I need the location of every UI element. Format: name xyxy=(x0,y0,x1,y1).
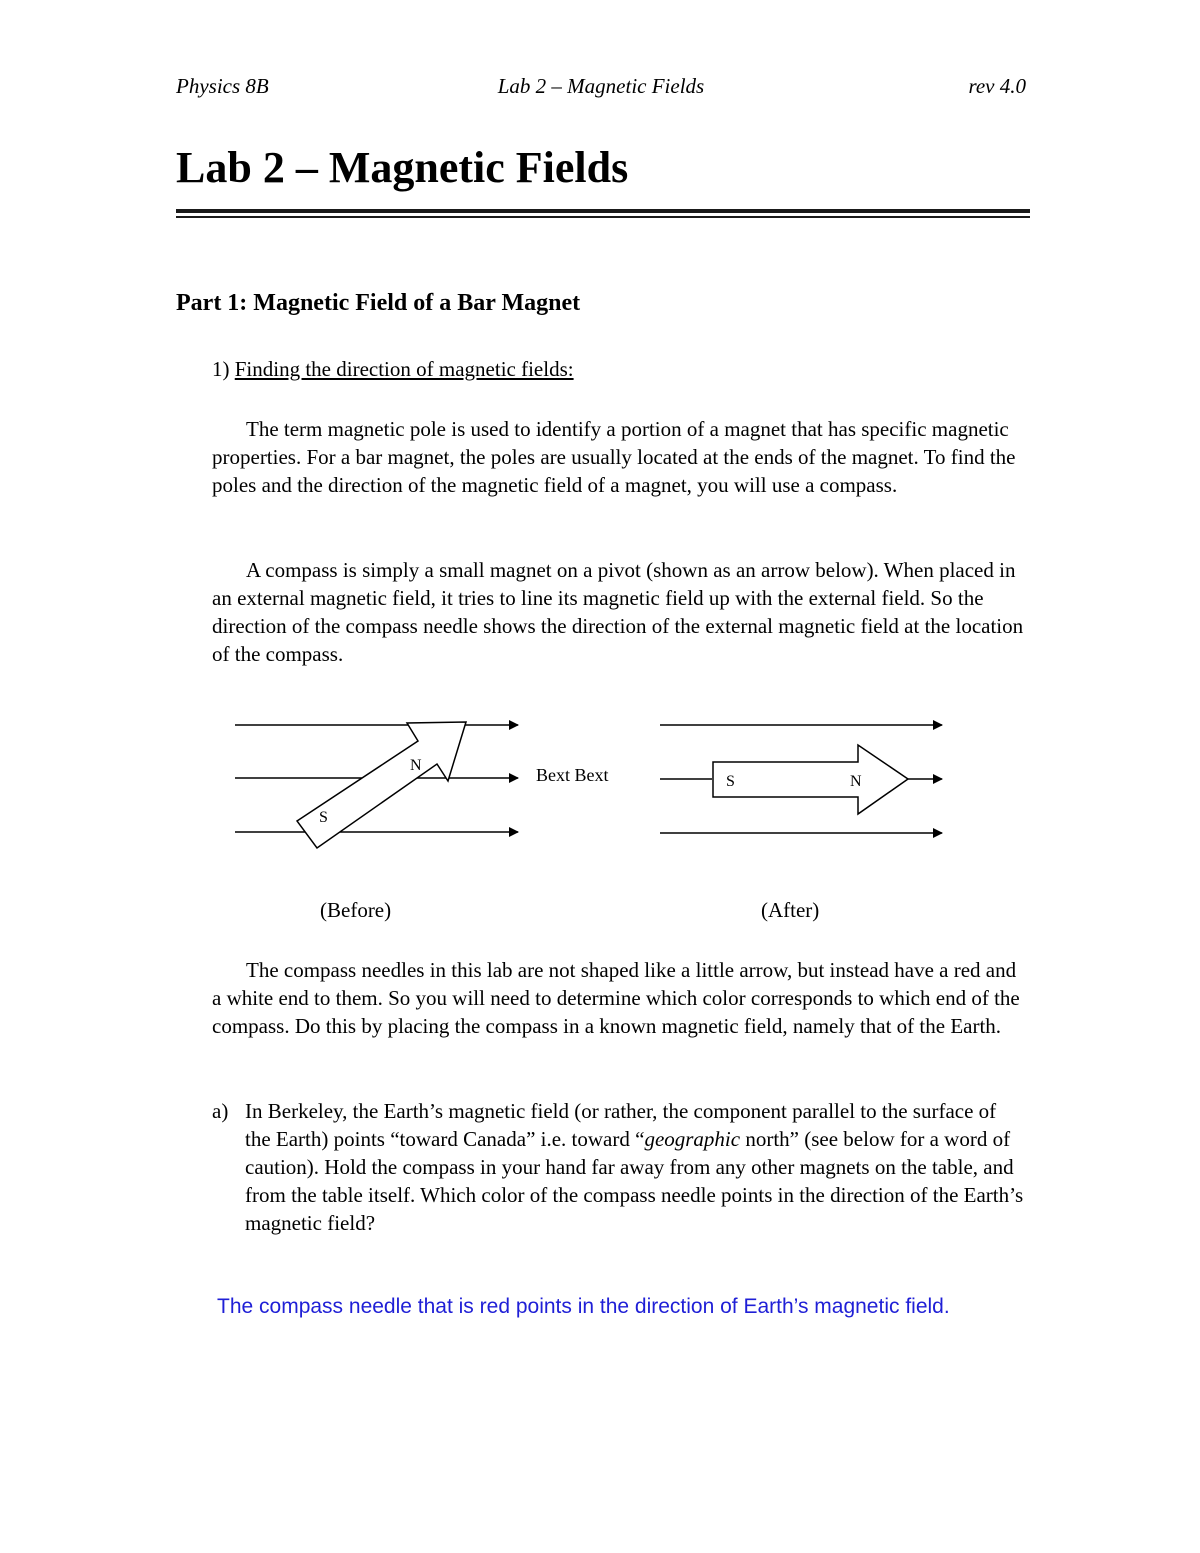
section-heading: Part 1: Magnetic Field of a Bar Magnet xyxy=(176,290,581,316)
pole-s-after: S xyxy=(726,773,735,790)
question-a-emphasis: geographic xyxy=(644,1127,741,1151)
subsection-heading xyxy=(212,357,574,382)
header-lab-title: Lab 2 – Magnetic Fields xyxy=(497,74,705,98)
subsection-title: Finding the direction of magnetic fields: xyxy=(234,357,574,381)
paragraph-text: A compass is simply a small magnet on a pivot (shown as an arrow below). When placed in an external magnetic field, it tries to line its magnetic field up with the external field. So the direction of the compass needle shows the direction of the external magnetic field at the location of the compass. xyxy=(212,558,1024,666)
paragraph-compass xyxy=(212,556,1027,668)
question-a xyxy=(212,1097,1027,1237)
question-a-text-end: north” (see below for a word of caution). Hold the compass in your hand far away from any other magnets on the table, and from the table itself. Which color of the compass needle points in the direction of the Earth’s magnetic field? xyxy=(245,1127,1024,1235)
page-title: Lab 2 – Magnetic Fields xyxy=(176,143,629,192)
pole-n-after: N xyxy=(850,773,862,790)
title-rule-thin xyxy=(176,216,1030,218)
pole-s-before: S xyxy=(319,809,328,826)
compass-figure xyxy=(0,690,1200,890)
paragraph-text: The compass needles in this lab are not shaped like a little arrow, but instead have a red and a white end to them. So you will need to determine which color corresponds to which end of the compass. Do this by placing the compass in a known magnetic field, namely that of the Earth. xyxy=(212,958,1020,1038)
paragraph-compass-colors xyxy=(212,956,1027,1040)
field-label: Bext Bext xyxy=(536,765,609,785)
paragraph-magnetic-pole xyxy=(212,415,1027,499)
caption-before: (Before) xyxy=(320,898,392,922)
pole-n-before: N xyxy=(410,757,422,774)
title-rule-thick xyxy=(176,209,1030,213)
compass-needle-after xyxy=(713,745,908,814)
caption-after: (After) xyxy=(761,898,820,922)
running-header xyxy=(176,74,1026,104)
question-a-body xyxy=(212,1097,1027,1237)
header-course: Physics 8B xyxy=(176,74,269,98)
header-revision: rev 4.0 xyxy=(968,74,1026,98)
question-a-label: a) xyxy=(212,1099,229,1123)
compass-needle-before xyxy=(297,722,466,848)
paragraph-text: The term magnetic pole is used to identify a portion of a magnet that has specific magnetic properties. For a bar magnet, the poles are usually located at the ends of the magnet. To find the poles and the direction of the magnetic field of a magnet, you will use a compass. xyxy=(212,417,1016,497)
question-a-text-start: In Berkeley, the Earth’s magnetic field (or rather, the component parallel to the surface of the Earth) points “toward Canada” i.e. toward “ xyxy=(245,1099,997,1151)
answer-text: The compass needle that is red points in the direction of Earth’s magnetic field. xyxy=(217,1295,950,1318)
subsection-number: 1) xyxy=(212,357,230,381)
